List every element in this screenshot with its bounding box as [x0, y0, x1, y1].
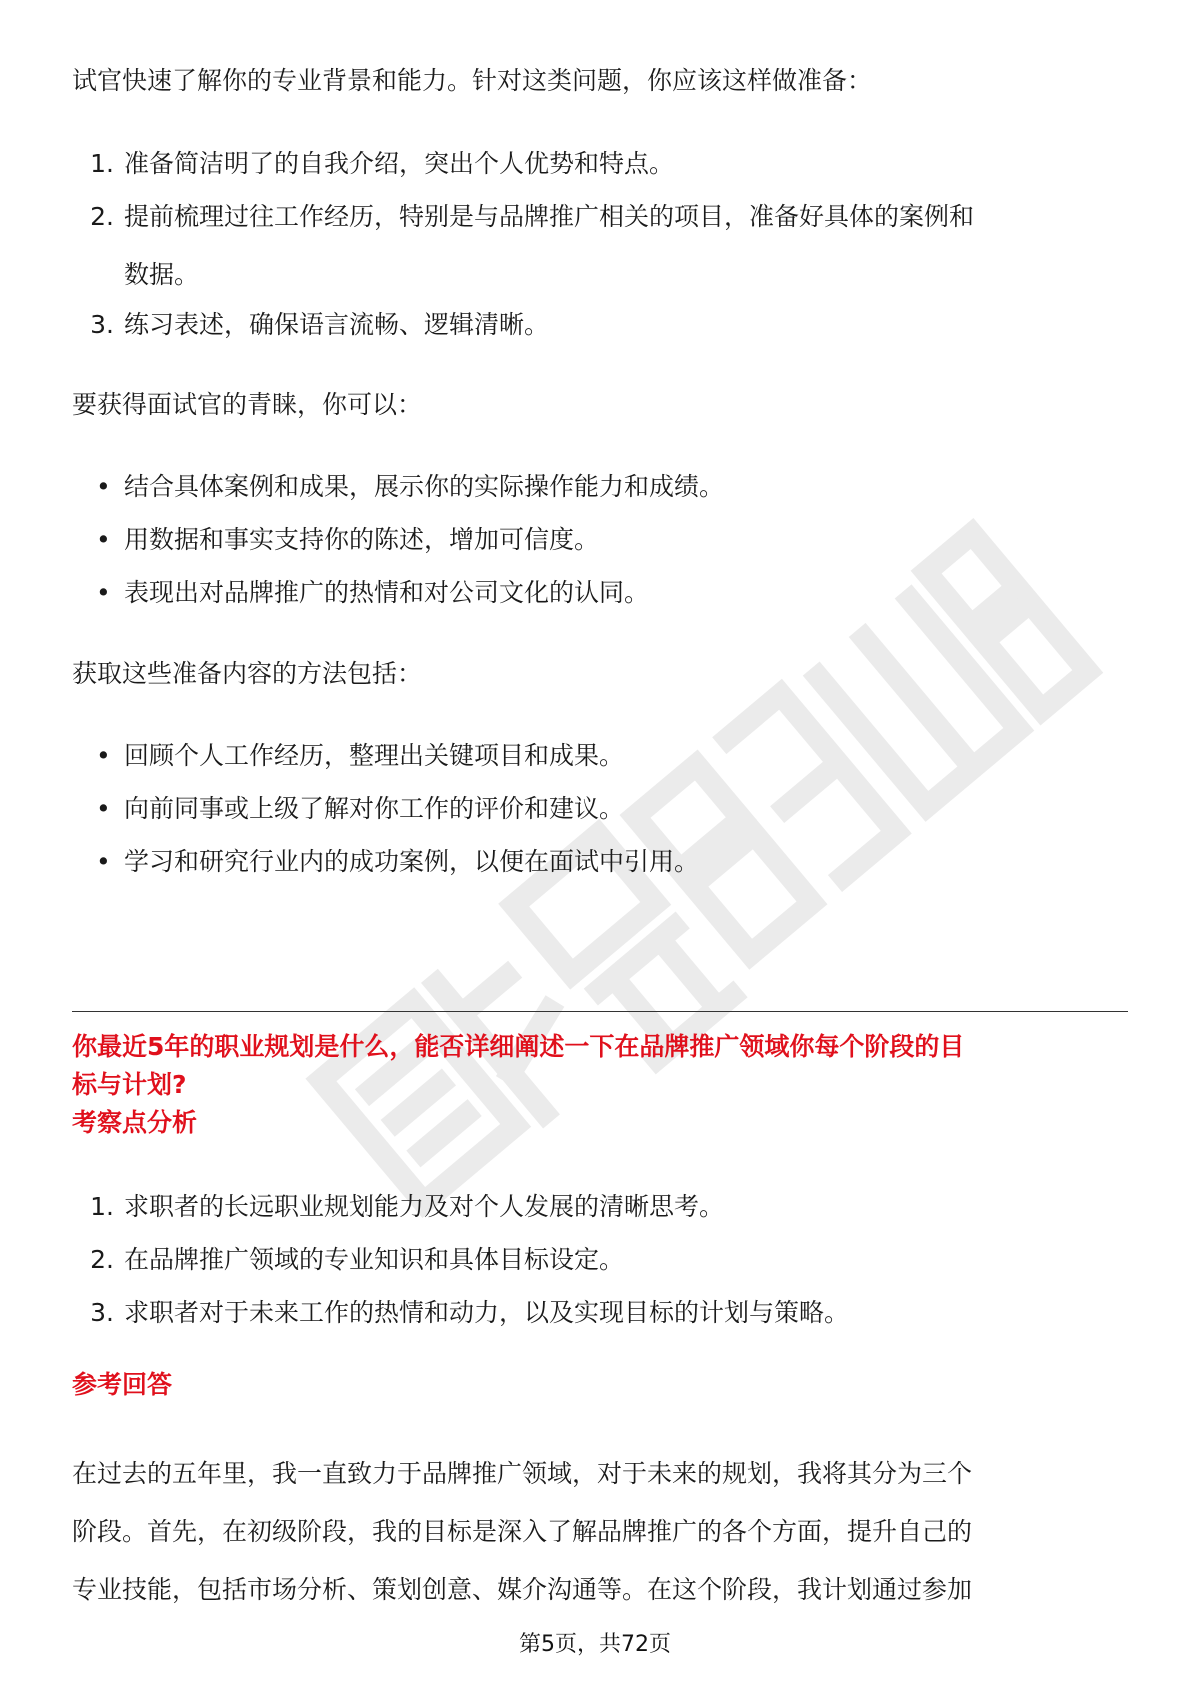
answer-line: 专业技能，包括市场分析、策划创意、媒介沟通等。在这个阶段，我计划通过参加: [72, 1575, 973, 1604]
list-item-text: 回顾个人工作经历，整理出关键项目和成果。: [124, 741, 625, 770]
list-item-text: 用数据和事实支持你的陈述，增加可信度。: [124, 525, 600, 554]
analysis-heading: 考察点分析: [72, 1108, 198, 1137]
list-item-text: 准备简洁明了的自我介绍，突出个人优势和特点。: [124, 149, 675, 178]
section-divider: [72, 1011, 1128, 1012]
answer-heading: 参考回答: [72, 1370, 173, 1399]
bullet-icon: •: [96, 525, 111, 554]
list-number: 1.: [90, 1192, 114, 1221]
question-title: [72, 1028, 1128, 1104]
page-footer: 第5页，共72页: [519, 1632, 671, 1657]
bullet-icon: •: [96, 472, 111, 501]
list-item-text: 表现出对品牌推广的热情和对公司文化的认同。: [124, 578, 650, 607]
bullet-icon: •: [96, 847, 111, 876]
list-item-text: 结合具体案例和成果，展示你的实际操作能力和成绩。: [124, 472, 725, 501]
list-number: 2.: [90, 202, 114, 231]
list-item-text: 求职者对于未来工作的热情和动力，以及实现目标的计划与策略。: [124, 1298, 850, 1327]
list-item-text: 求职者的长远职业规划能力及对个人发展的清晰思考。: [124, 1192, 725, 1221]
list-item-text: 练习表述，确保语言流畅、逻辑清晰。: [124, 310, 550, 339]
list-number: 3.: [90, 1298, 114, 1327]
bullet-icon: •: [96, 794, 111, 823]
list-number: 3.: [90, 310, 114, 339]
list-item-text: 在品牌推广领域的专业知识和具体目标设定。: [124, 1245, 625, 1274]
list-item-text: 学习和研究行业内的成功案例，以便在面试中引用。: [124, 847, 700, 876]
favor-intro: 要获得面试官的青睐，你可以：: [72, 390, 423, 419]
bullet-icon: •: [96, 741, 111, 770]
list-item-text: 向前同事或上级了解对你工作的评价和建议。: [124, 794, 625, 823]
answer-line: 阶段。首先，在初级阶段，我的目标是深入了解品牌推广的各个方面，提升自己的: [72, 1517, 973, 1546]
answer-line: 在过去的五年里，我一直致力于品牌推广领域，对于未来的规划，我将其分为三个: [72, 1459, 973, 1488]
list-number: 2.: [90, 1245, 114, 1274]
method-intro: 获取这些准备内容的方法包括：: [72, 659, 423, 688]
list-item-text-continued: 数据。: [124, 260, 200, 289]
list-item-text: 提前梳理过往工作经历，特别是与品牌推广相关的项目，准备好具体的案例和: [124, 202, 975, 231]
question-title-line: 标与计划?: [72, 1070, 187, 1099]
question-title-line: 你最近5年的职业规划是什么，能否详细阐述一下在品牌推广领域你每个阶段的目: [72, 1032, 965, 1061]
intro-paragraph: 试官快速了解你的专业背景和能力。针对这类问题，你应该这样做准备：: [72, 66, 873, 95]
list-number: 1.: [90, 149, 114, 178]
bullet-icon: •: [96, 578, 111, 607]
